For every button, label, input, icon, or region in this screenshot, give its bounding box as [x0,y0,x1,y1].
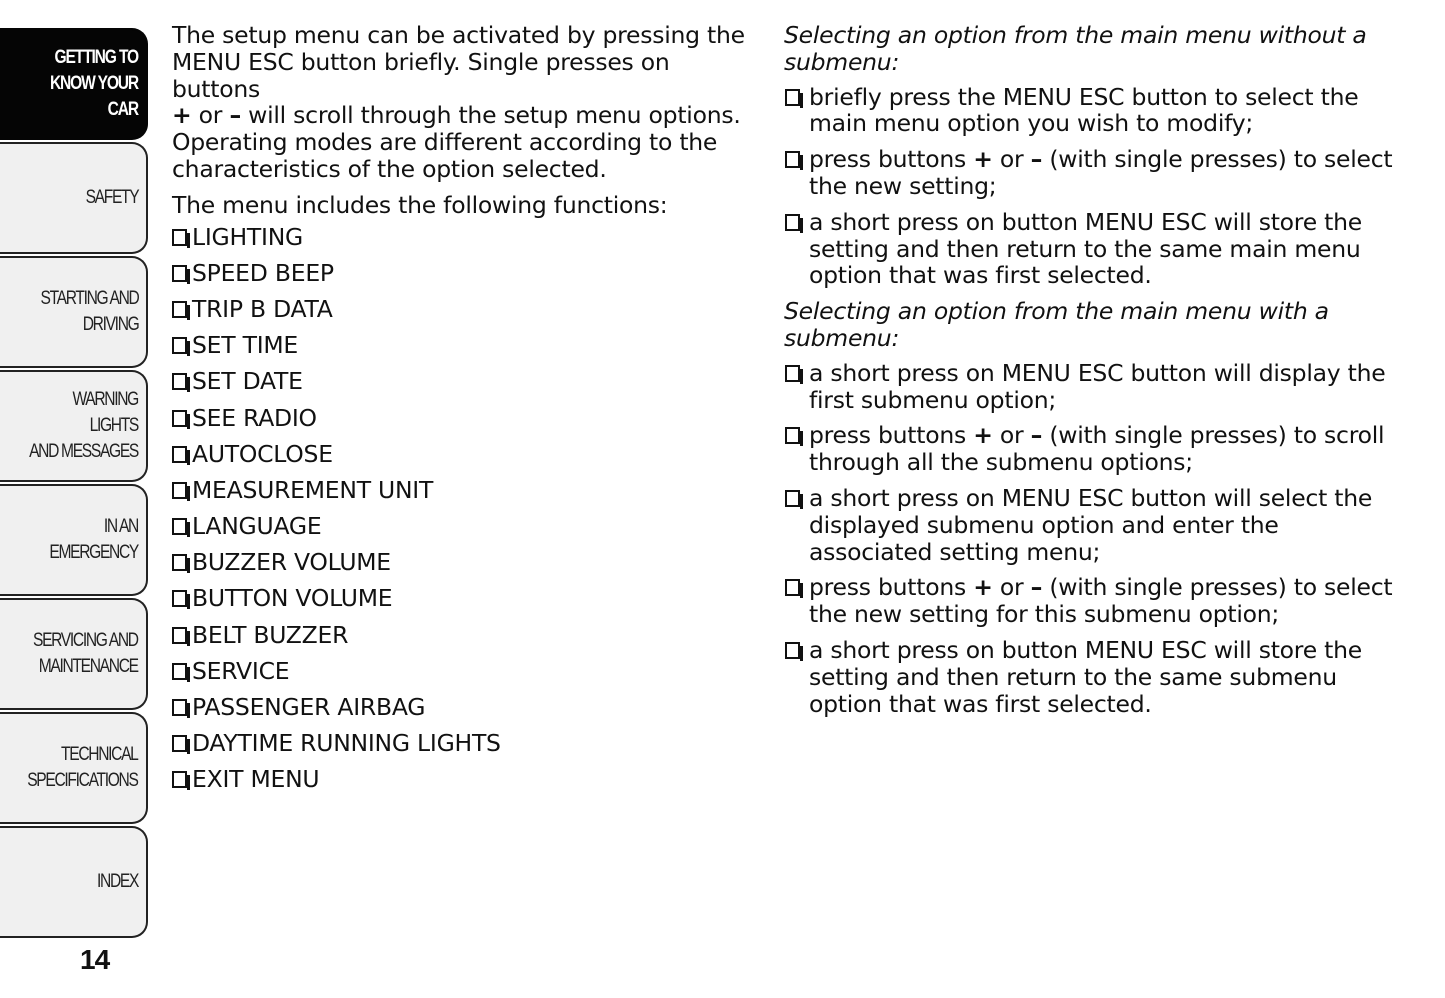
list-item [172,761,757,797]
menu-item-label: DAYTIME RUNNING LIGHTS [192,729,501,758]
menu-item-label: AUTOCLOSE [192,439,333,468]
step-text: press buttons [809,421,974,450]
checkbox-bullet-icon [172,699,187,716]
menu-item-label: EXIT MENU [192,765,320,794]
checkbox-bullet-icon [785,151,800,168]
minus-key: – [1030,573,1043,602]
checkbox-bullet-icon [785,365,800,382]
tab-label: SERVICING AND MAINTENANCE [33,630,138,677]
list-item [172,653,757,689]
step-text: a short press on button MENU ESC will store the setting and then return to the same main menu option that was first selected. [809,207,1362,290]
plus-key: + [973,573,993,602]
intro-text-1: The setup menu can be activated by pressing the MENU ESC button briefly. Single presses on buttons [172,21,745,103]
tab-technical-specifications[interactable] [0,712,148,824]
tab-index[interactable] [0,826,148,938]
checkbox-bullet-icon [172,663,187,680]
tab-starting-and-driving[interactable] [0,256,148,368]
step-text: a short press on MENU ESC button will display the first submenu option; [809,358,1386,414]
list-item [172,580,757,616]
list-item [172,255,757,291]
tab-label: SAFETY [85,187,138,208]
list-item [172,544,757,580]
tab-getting-to-know-your-car[interactable] [0,28,148,140]
menu-item-label: SPEED BEEP [192,258,334,287]
step-text: (with single presses) to select the new setting; [809,145,1393,200]
list-item [172,689,757,725]
list-item [784,574,1404,628]
checkbox-bullet-icon [172,590,187,607]
list-item [172,291,757,327]
step-text: briefly press the MENU ESC button to select the main menu option you wish to modify; [809,82,1359,138]
or-text: or [992,145,1031,174]
list-item [172,508,757,544]
list-item [172,617,757,653]
steps-with-submenu [784,360,1404,718]
step-text: a short press on button MENU ESC will store the setting and then return to the same submenu option that was first selected. [809,635,1362,718]
checkbox-bullet-icon [172,265,187,282]
tab-label: TECHNICAL SPECIFICATIONS [27,744,138,791]
step-text: (with single presses) to select the new setting for this submenu option; [809,573,1393,629]
checkbox-bullet-icon [172,446,187,463]
minus-key: – [229,101,241,130]
checkbox-bullet-icon [172,373,187,390]
list-item [784,84,1404,138]
list-item [784,485,1404,565]
tab-label: GETTING TO KNOW YOUR CAR [49,47,138,120]
checkbox-bullet-icon [785,642,800,659]
menu-item-label: BUTTON VOLUME [192,584,393,613]
checkbox-bullet-icon [785,89,800,106]
step-text: a short press on MENU ESC button will select the displayed submenu option and enter the associated setting menu; [809,483,1373,566]
list-item [172,219,757,255]
tab-label: STARTING AND DRIVING [40,288,138,335]
tab-servicing-and-maintenance[interactable] [0,598,148,710]
checkbox-bullet-icon [172,771,187,788]
checkbox-bullet-icon [785,579,800,596]
step-text: press buttons [809,573,974,602]
list-item [784,146,1404,200]
intro-text-2: will scroll through the setup menu options. Operating modes are different according to the characteristics of the option selected. [172,101,741,183]
list-item [172,436,757,472]
or-text: or [992,573,1031,602]
checkbox-bullet-icon [785,214,800,231]
menu-item-label: BELT BUZZER [192,620,349,649]
checkbox-bullet-icon [172,627,187,644]
list-item [784,422,1404,476]
plus-key: + [973,145,993,174]
list-item [172,725,757,761]
checkbox-bullet-icon [172,337,187,354]
tab-in-an-emergency[interactable] [0,484,148,596]
minus-key: – [1030,421,1043,450]
menu-item-label: LIGHTING [192,222,303,251]
list-item [784,209,1404,289]
checkbox-bullet-icon [172,554,187,571]
menu-item-label: TRIP B DATA [192,294,333,323]
tab-label: IN AN EMERGENCY [49,516,138,563]
checkbox-bullet-icon [172,301,187,318]
menu-item-label: MEASUREMENT UNIT [192,475,434,504]
menu-functions-list [172,219,757,798]
list-item [172,363,757,399]
menu-item-label: BUZZER VOLUME [192,548,391,577]
menu-includes-text: The menu includes the following functions: [172,190,668,219]
left-column [172,22,757,798]
checkbox-bullet-icon [785,427,800,444]
list-item [784,360,1404,414]
checkbox-bullet-icon [172,229,187,246]
or-text: or [992,421,1031,450]
menu-item-label: SEE RADIO [192,403,317,432]
or-text: or [191,101,230,130]
step-text: press buttons [809,145,974,174]
plus-key: + [172,101,192,130]
checkbox-bullet-icon [172,410,187,427]
menu-item-label: PASSENGER AIRBAG [192,693,426,722]
checkbox-bullet-icon [172,518,187,535]
step-text: (with single presses) to scroll through all the submenu options; [809,421,1385,477]
list-item [172,327,757,363]
plus-key: + [973,421,993,450]
menu-item-label: SERVICE [192,656,290,685]
tab-label: WARNING LIGHTS AND MESSAGES [29,389,138,462]
page-number: 14 [80,944,110,975]
tab-safety[interactable] [0,142,148,254]
list-item [784,637,1404,717]
right-column [784,22,1404,726]
tab-warning-lights-and-messages[interactable] [0,370,148,482]
minus-key: – [1030,145,1043,174]
menu-item-label: SET DATE [192,367,303,396]
checkbox-bullet-icon [172,735,187,752]
menu-item-label: LANGUAGE [192,512,322,541]
checkbox-bullet-icon [785,490,800,507]
checkbox-bullet-icon [172,482,187,499]
list-item [172,400,757,436]
list-item [172,472,757,508]
steps-without-submenu [784,84,1404,290]
heading-with-submenu: Selecting an option from the main menu with a submenu: [784,297,1329,352]
menu-item-label: SET TIME [192,331,298,360]
intro-paragraph [172,22,757,183]
tab-label: INDEX [96,871,138,892]
heading-without-submenu: Selecting an option from the main menu without a submenu: [784,21,1367,76]
